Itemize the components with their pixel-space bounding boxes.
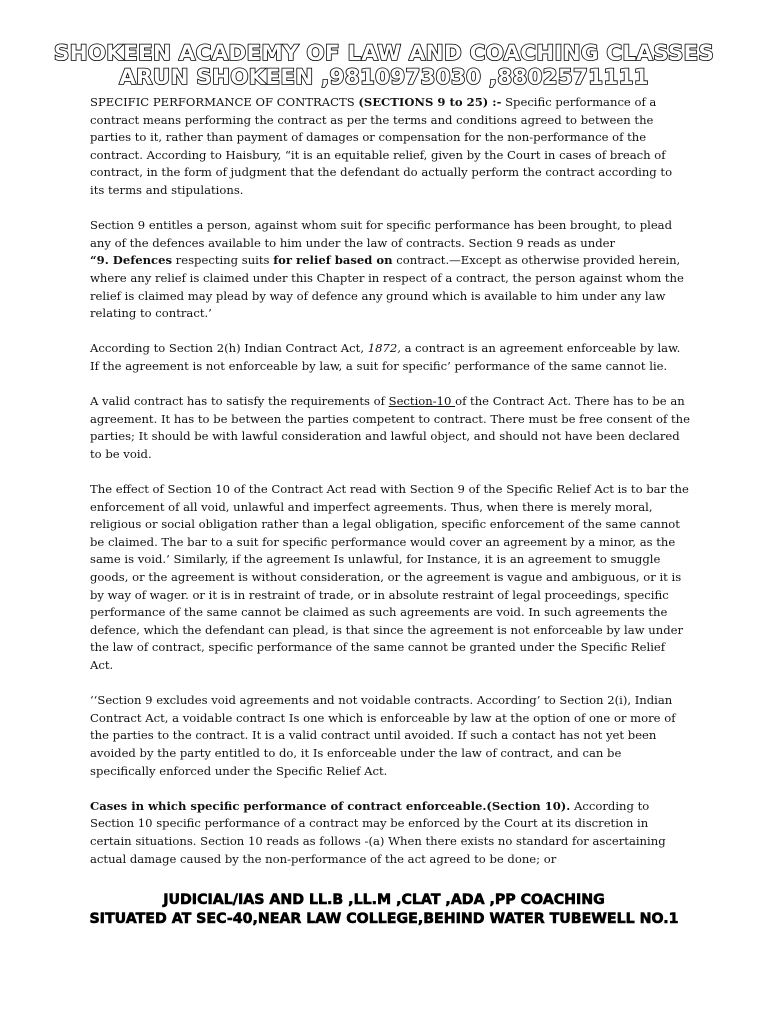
quote-heading-bold: “9. Defences [90, 253, 172, 268]
cases-heading-bold: Cases in which specific performance of contract enforceable.(Section 10). [90, 798, 571, 813]
footer-coaching-line: JUDICIAL/IAS AND LL.B ,LL.M ,CLAT ,ADA ,PP COACHING [163, 892, 605, 908]
quote-text-2: contract.—Except as otherwise provided herein, where any relief is claimed under this Chapter in respect of a contract, the person against whom the relief is claimed may plead by way of defence any ground which is available to him under any law relating to contract.’ [90, 253, 684, 321]
paragraph-section-9 [90, 217, 690, 252]
paragraph-section-9-quote [90, 252, 690, 322]
paragraph-valid-contract [90, 393, 690, 463]
intro-lead: SPECIFIC PERFORMANCE OF CONTRACTS [90, 95, 359, 109]
section-9-text: Section 9 entitles a person, against whom suit for specific performance has been brought, to plead any of the defences available to him under the law of contracts. Section 9 reads as under [90, 218, 673, 250]
paragraph-cases-section-10 [90, 798, 690, 868]
voidable-text: ‘‘Section 9 excludes void agreements and not voidable contracts. According’ to Section 2(i), Indian Contract Act, a voidable contract Is one which is enforceable by law at the option of one or more of the parties to the contract. It is a valid contract until avoided. If such a contact has not yet been avoided by the party entitled to do, it Is enforceable under the law of contract, and can be specifically enforced under the Specific Relief Act. [90, 693, 676, 778]
valid-contract-text-2: of the Contract Act. There has to be an agreement. It has to be between the parties competent to contract. There must be free consent of the parties; It should be with lawful consideration and lawful object, and should not have been declared to be void. [90, 394, 690, 461]
section-2h-text-1: According to Section 2(h) Indian Contract Act, [90, 341, 368, 356]
intro-sections-bold: (SECTIONS 9 to 25) :- [358, 95, 502, 109]
section-2h-year: 1872, [367, 341, 401, 356]
valid-contract-text-1: A valid contract has to satisfy the requirements of [90, 394, 389, 409]
paragraph-voidable [90, 692, 690, 780]
quote-text-1: respecting suits [172, 253, 274, 268]
section-2h-text-2: a contract is an agreement enforceable by law. If the agreement is not enforceable by law, a suit for specific’ performance of the same cannot lie. [90, 341, 681, 373]
quote-bold-2: for relief based on [273, 253, 393, 268]
footer-address-line: SITUATED AT SEC-40,NEAR LAW COLLEGE,BEHIND WATER TUBEWELL NO.1 [89, 911, 679, 927]
header-contact-line: ARUN SHOKEEN ,9810973030 ,8802571111 [119, 65, 649, 90]
paragraph-effect-section-10 [90, 481, 690, 675]
header-academy-name: SHOKEEN ACADEMY OF LAW AND COACHING CLASSES [53, 41, 715, 66]
paragraph-intro [90, 94, 690, 200]
paragraph-section-2h [90, 340, 690, 375]
cases-text: According to Section 10 specific performance of a contract may be enforced by the Court at its discretion in certain situations. Section 10 reads as follows -(a) When there exists no standard for ascertaining actual damage caused by the non-performance of the act agreed to be done; or [90, 798, 666, 866]
section-10-link[interactable]: Section-10 [388, 394, 456, 409]
effect-section-10-text: The effect of Section 10 of the Contract Act read with Section 9 of the Specific Relief Act is to bar the enforcement of all void, unlawful and imperfect agreements. Thus, when there is merely moral, religious or social obligation rather than a legal obligation, specific enforcement of the same cannot be claimed. The bar to a suit for specific performance would cover an agreement by a minor, as the same is void.’ Similarly, if the agreement Is unlawful, for Instance, it is an agreement to smuggle goods, or the agreement is without consideration, or the agreement is vague and ambiguous, or it is by way of wager. or it is in restraint of trade, or in absolute restraint of legal proceedings, specific performance of the same cannot be claimed as such agreements are void. In such agreements the defence, which the defendant can plead, is that since the agreement is not enforceable by law under the law of contract, specific performance of the same cannot be granted under the Specific Relief Act. [90, 482, 689, 672]
document-body [90, 94, 690, 886]
intro-text: Specific performance of a contract means performing the contract as per the terms and conditions agreed to between the parties to it, rather than payment of damages or compensation for the non-performance of the contract. According to Haisbury, “it is an equitable relief, given by the Court in cases of breach of contract, in the form of judgment that the defendant do actually perform the contract according to its terms and stipulations. [90, 95, 673, 197]
